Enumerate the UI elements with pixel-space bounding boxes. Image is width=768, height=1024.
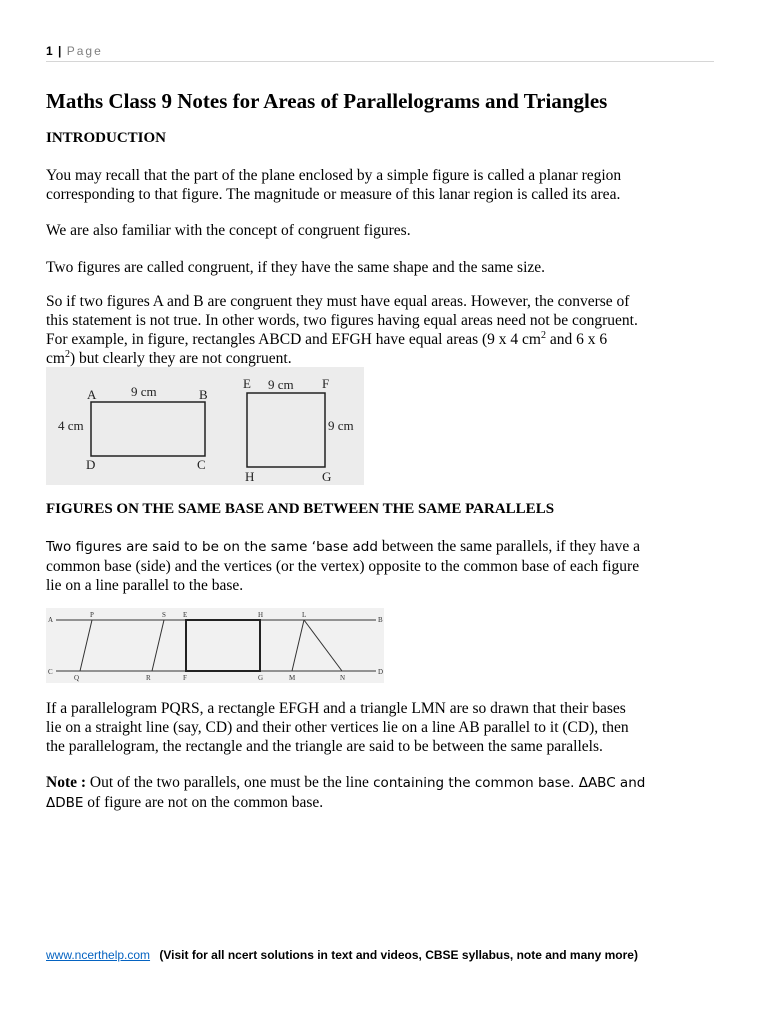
vertex-label-e: E <box>243 376 251 391</box>
vertex-label-e-small: E <box>183 611 188 619</box>
vertex-label-h-small: H <box>258 611 264 619</box>
text-line: lie on a straight line (say, CD) and their other vertices lie on a line AB parallel to it (CD), then <box>46 719 629 736</box>
vertex-label-n: N <box>340 674 346 682</box>
triangle-side-lm <box>292 620 304 671</box>
intro-paragraph-4 <box>46 292 726 368</box>
line-label-d: D <box>378 668 384 676</box>
vertex-label-c: C <box>197 457 206 472</box>
text-line <box>46 330 726 349</box>
parallels-figure <box>46 608 384 683</box>
parallelogram-side-pq <box>80 620 92 671</box>
rectangles-figure <box>46 367 364 485</box>
text-line <box>46 793 726 813</box>
superscript: 2 <box>541 329 546 341</box>
text-line: common base (side) and the vertices (or the vertex) opposite to the common base of each figure <box>46 558 640 575</box>
superscript: 2 <box>64 348 70 360</box>
rectangles-diagram <box>46 367 364 485</box>
text-span: and 6 x 6 <box>546 331 608 348</box>
page-word: Page <box>66 44 103 58</box>
text-line <box>46 773 726 793</box>
text-span: ) but clearly they are not congruent. <box>69 350 292 367</box>
text-line: this statement is not true. In other words, two figures having equal areas need not be congruent. <box>46 312 638 329</box>
length-label-ab: 9 cm <box>131 384 157 399</box>
text-line: lie on a line parallel to the base. <box>46 577 244 594</box>
parallels-diagram <box>46 608 384 683</box>
length-label-fg: 9 cm <box>328 418 354 433</box>
text-span: Out of the two parallels, one must be the line <box>86 774 369 791</box>
text-span: Two figures are said to be on the same ‘base add <box>46 539 378 555</box>
vertex-label-r: R <box>146 674 151 682</box>
page-header <box>46 44 103 58</box>
vertex-label-s: S <box>162 611 166 619</box>
vertex-label-f: F <box>322 376 330 391</box>
intro-paragraph-2: We are also familiar with the concept of congruent figures. <box>46 222 411 239</box>
rectangle-efgh-small <box>186 620 260 671</box>
vertex-label-g-small: G <box>258 674 264 682</box>
text-span: between the same parallels, if they have a <box>377 538 641 555</box>
vertex-label-l: L <box>302 611 307 619</box>
text-span: For example, in figure, rectangles ABCD and EFGH have equal areas (9 x 4 cm <box>46 331 541 348</box>
website-link[interactable]: www.ncerthelp.com <box>46 948 151 962</box>
note-label: Note : <box>46 774 87 791</box>
page-footer <box>46 948 638 962</box>
document-title: Maths Class 9 Notes for Areas of Parallelograms and Triangles <box>46 89 608 113</box>
footer-note: (Visit for all ncert solutions in text and videos, CBSE syllabus, note and many more) <box>159 948 638 962</box>
parallelogram-side-sr <box>152 620 164 671</box>
text-span: cm <box>46 350 65 367</box>
text-line: You may recall that the part of the plane enclosed by a simple figure is called a planar region <box>46 167 622 184</box>
line-label-b: B <box>378 616 383 624</box>
vertex-label-b: B <box>199 387 208 402</box>
section-heading-same-base: FIGURES ON THE SAME BASE AND BETWEEN THE SAME PARALLELS <box>46 501 555 517</box>
text-line: the parallelogram, the rectangle and the triangle are said to be between the same parallels. <box>46 738 603 755</box>
vertex-label-g: G <box>322 469 332 484</box>
intro-heading: INTRODUCTION <box>46 130 167 146</box>
text-span: of figure are not on the common base. <box>83 794 324 811</box>
rectangle-abcd <box>91 402 205 456</box>
vertex-label-p: P <box>90 611 94 619</box>
intro-paragraph-1 <box>46 166 726 204</box>
triangle-side-ln <box>304 620 342 671</box>
line-label-c: C <box>48 668 53 676</box>
text-span: containing the common base. ΔABC and <box>368 775 646 791</box>
rectangle-efgh <box>247 393 325 467</box>
line-label-a: A <box>48 616 54 624</box>
text-line: corresponding to that figure. The magnitude or measure of this lanar region is called its area. <box>46 186 621 203</box>
section-paragraph <box>46 537 726 595</box>
length-label-ef: 9 cm <box>268 377 294 392</box>
text-line: If a parallelogram PQRS, a rectangle EFGH and a triangle LMN are so drawn that their bases <box>46 700 626 717</box>
header-separator: | <box>58 44 62 58</box>
header-rule <box>46 61 714 62</box>
vertex-label-h: H <box>245 469 255 484</box>
text-line: So if two figures A and B are congruent they must have equal areas. However, the converse of <box>46 293 630 310</box>
intro-paragraph-3: Two figures are called congruent, if they have the same shape and the same size. <box>46 259 546 276</box>
page-number: 1 <box>46 44 53 58</box>
vertex-label-f-small: F <box>183 674 187 682</box>
triangle-symbol: ΔDBE <box>46 795 84 811</box>
note-paragraph <box>46 773 726 813</box>
paragraph-between-parallels <box>46 699 726 756</box>
text-line <box>46 537 726 557</box>
vertex-label-q: Q <box>74 674 80 682</box>
text-line <box>46 349 726 368</box>
vertex-label-m: M <box>289 674 296 682</box>
length-label-ad: 4 cm <box>58 418 84 433</box>
vertex-label-a: A <box>87 387 97 402</box>
vertex-label-d: D <box>86 457 96 472</box>
